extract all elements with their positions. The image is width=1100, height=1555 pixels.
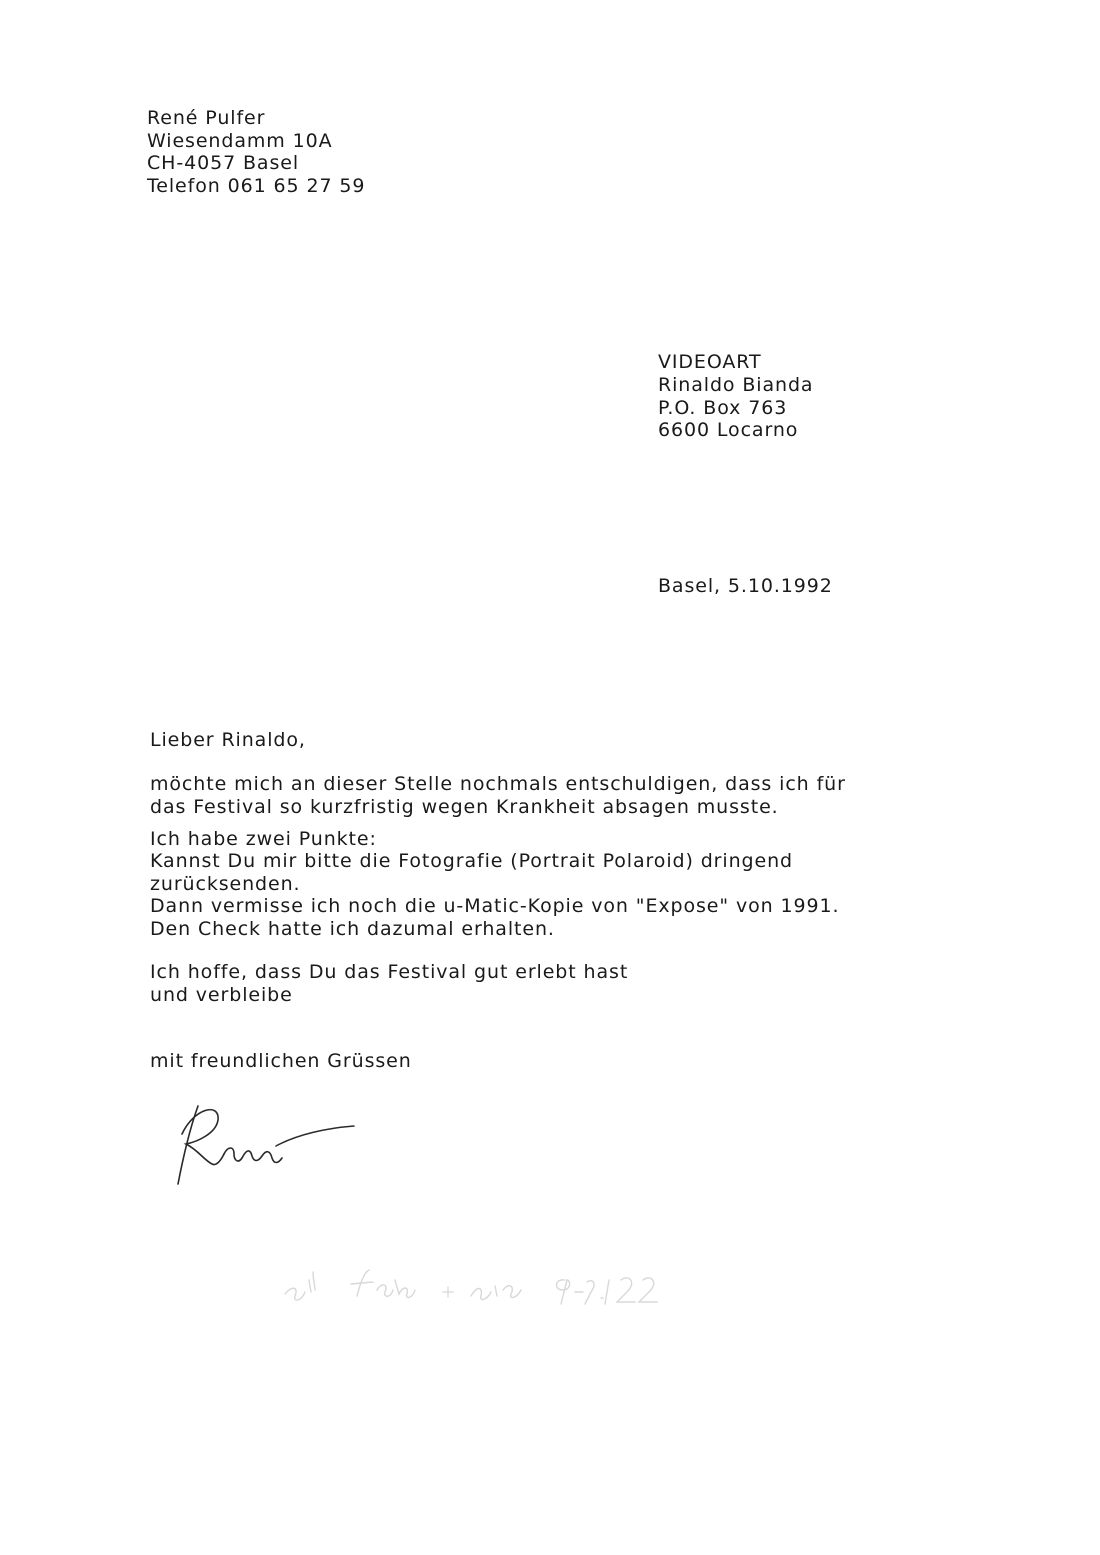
paragraph3-line: Ich hoffe, dass Du das Festival gut erlebt hast bbox=[150, 961, 629, 983]
paragraph2-line: Dann vermisse ich noch die u-Matic-Kopie von "Expose" von 1991. bbox=[150, 895, 840, 917]
recipient-box: P.O. Box 763 bbox=[658, 397, 788, 419]
paragraph3-line: und verbleibe bbox=[150, 984, 293, 1006]
sender-name: René Pulfer bbox=[147, 107, 266, 129]
date-line: Basel, 5.10.1992 bbox=[658, 575, 833, 597]
paragraph2-line: zurücksenden. bbox=[150, 873, 301, 895]
paragraph1-line: das Festival so kurzfristig wegen Krankheit absagen musste. bbox=[150, 796, 779, 818]
handwritten-signature bbox=[168, 1098, 358, 1188]
sender-street: Wiesendamm 10A bbox=[147, 130, 333, 152]
paragraph2-line: Ich habe zwei Punkte: bbox=[150, 828, 377, 850]
paragraph2-line: Den Check hatte ich dazumal erhalten. bbox=[150, 918, 555, 940]
closing: mit freundlichen Grüssen bbox=[150, 1050, 412, 1072]
pencil-note bbox=[265, 1250, 685, 1320]
recipient-organization: VIDEOART bbox=[658, 351, 762, 373]
paragraph1-line: möchte mich an dieser Stelle nochmals entschuldigen, dass ich für bbox=[150, 773, 846, 795]
sender-city: CH-4057 Basel bbox=[147, 152, 300, 174]
sender-phone: Telefon 061 65 27 59 bbox=[147, 175, 366, 197]
salutation: Lieber Rinaldo, bbox=[150, 729, 306, 751]
recipient-person: Rinaldo Bianda bbox=[658, 374, 814, 396]
paragraph2-line: Kannst Du mir bitte die Fotografie (Portrait Polaroid) dringend bbox=[150, 850, 793, 872]
recipient-city: 6600 Locarno bbox=[658, 419, 799, 441]
